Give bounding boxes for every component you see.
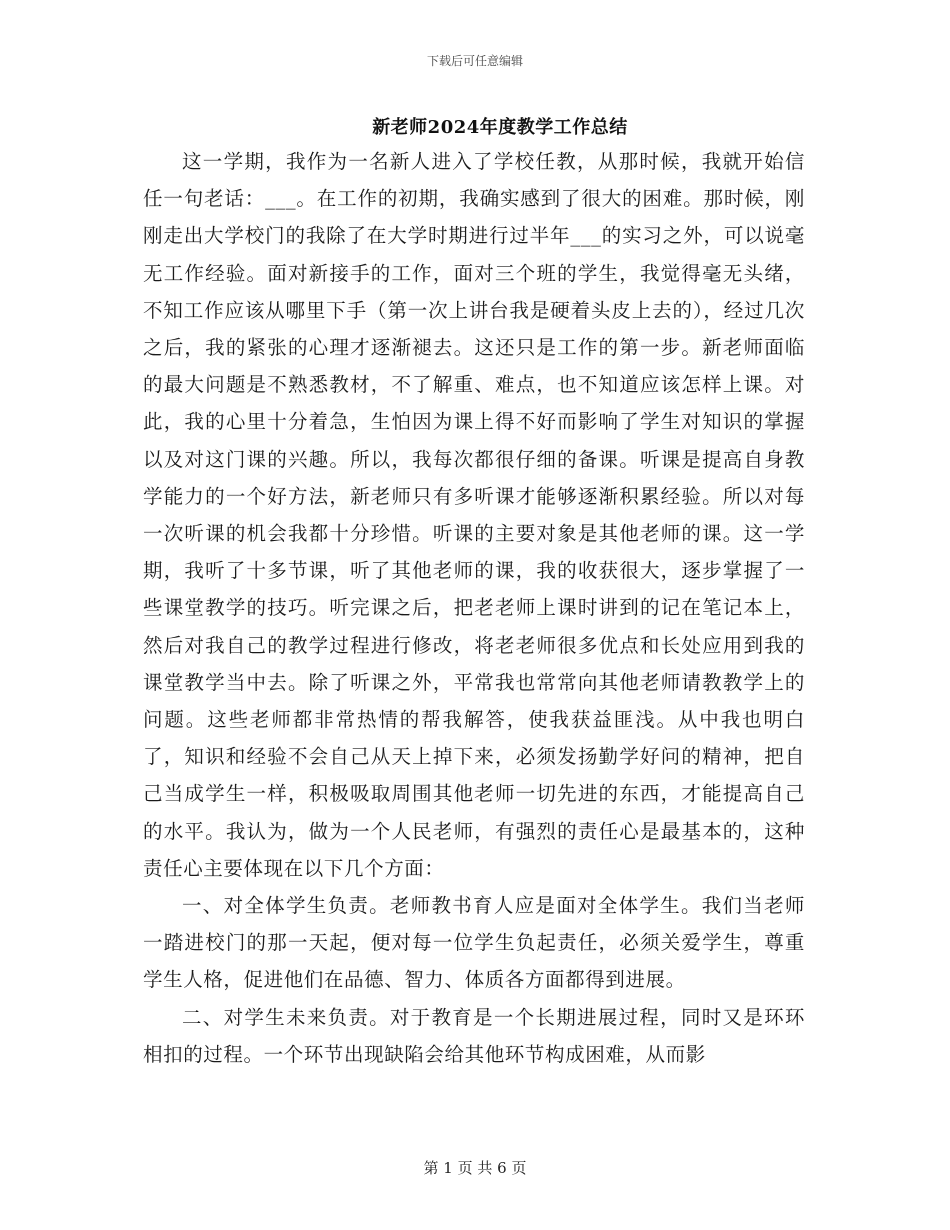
document-title: 新老师2024年度教学工作总结 [372,117,628,138]
paragraph-point-one: 一、对全体学生负责。老师教书育人应是面对全体学生。我们当老师一踏进校门的那一天起，便对每一位学生负起责任，必须关爱学生，尊重学生人格，促进他们在品德、智力、体质各方面都得到进展。 [143,894,805,992]
paragraph-point-two: 二、对学生未来负责。对于教育是一个长期进展过程，同时又是环环相扣的过程。一个环节出现缺陷会给其他环节构成困难，从而影 [143,1005,805,1066]
paragraph-intro: 这一学期，我作为一名新人进入了学校任教，从那时候，我就开始信任一句老话：___。在工作的初期，我确实感到了很大的困难。那时候，刚刚走出大学校门的我除了在大学时期进行过半年___的实习之外，可以说毫无工作经验。面对新接手的工作，面对三个班的学生，我觉得毫无头绪，不知工作应该从哪里下手（第一次上讲台我是硬着头皮上去的），经过几次之后，我的紧张的心理才逐渐褪去。这还只是工作的第一步。新老师面临的最大问题是不熟悉教材，不了解重、难点，也不知道应该怎样上课。对此，我的心里十分着急，生怕因为课上得不好而影响了学生对知识的掌握以及对这门课的兴趣。所以，我每次都很仔细的备课。听课是提高自身教学能力的一个好方法，新老师只有多听课才能够逐渐积累经验。所以对每一次听课的机会我都十分珍惜。听课的主要对象是其他老师的课。这一学期，我听了十多节课，听了其他老师的课，我的收获很大，逐步掌握了一些课堂教学的技巧。听完课之后，把老老师上课时讲到的记在笔记本上，然后对我自己的教学过程进行修改，将老老师很多优点和长处应用到我的课堂教学当中去。除了听课之外，平常我也常常向其他老师请教教学上的问题。这些老师都非常热情的帮我解答，使我获益匪浅。从中我也明白了，知识和经验不会自己从天上掉下来，必须发扬勤学好问的精神，把自己当成学生一样，积极吸取周围其他老师一切先进的东西，才能提高自己的水平。我认为，做为一个人民老师，有强烈的责任心是最基本的，这种责任心主要体现在以下几个方面： [143,150,805,880]
download-edit-note: 下载后可任意编辑 [426,54,523,68]
document-body [143,143,805,1073]
page-number: 第 1 页 共 6 页 [423,1159,527,1177]
